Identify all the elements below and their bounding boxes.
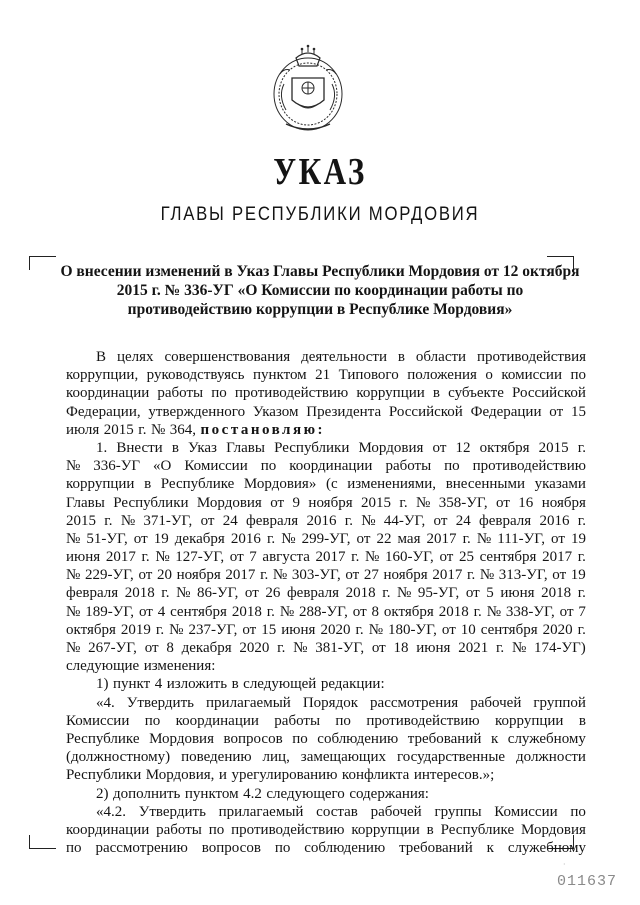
heading-line: О внесении изменений в Указ Главы Республики Мордовия от 12 октября: [60, 263, 580, 280]
decree-title: УКАЗ: [273, 151, 367, 193]
body-line: коррупции, руководствуясь пунктом 21 Типового положения о комиссии по: [66, 367, 586, 384]
body-line: следующие изменения:: [66, 658, 216, 675]
body-line: № 267-УГ, от 8 декабря 2020 г. № 381-УГ, от 18 июня 2021 г. № 174-УГ): [66, 640, 586, 656]
body-line: Республике Мордовия вопросов по соблюдению требований к служебному: [66, 730, 586, 747]
body-line: В целях совершенствования деятельности в области противодействия: [96, 349, 586, 365]
scan-mark: ·: [563, 860, 566, 869]
heading-line: 2015 г. № 336-УГ «О Комиссии по координации работы по: [116, 282, 524, 299]
decree-keyword: постановляю:: [200, 421, 326, 438]
body-line: 2) дополнить пунктом 4.2 следующего содержания:: [96, 785, 429, 802]
body-line: июня 2017 г. № 127-УГ, от 7 августа 2017 г. № 160-УГ, от 25 сентября 2017 г.: [66, 549, 586, 566]
body-line: № 189-УГ, от 4 сентября 2018 г. № 288-УГ, от 8 октября 2018 г. № 338-УГ, от 7: [66, 603, 586, 620]
coat-of-arms-emblem: [262, 44, 354, 136]
body-line: координации работы по противодействию коррупции в субъекте Российской: [66, 385, 586, 402]
document-number: 011637: [557, 873, 618, 890]
issuer-subtitle: ГЛАВЫ РЕСПУБЛИКИ МОРДОВИЯ: [160, 204, 480, 225]
body-line: координации работы по противодействию коррупции в Республике Мордовия: [66, 821, 586, 838]
body-line: октября 2019 г. № 237-УГ, от 15 июня 2020 г. № 180-УГ, от 10 сентября 2020 г.: [66, 621, 586, 638]
body-line: 1. Внести в Указ Главы Республики Мордовия от 12 октября 2015 г.: [96, 439, 586, 456]
decree-body: [66, 348, 586, 857]
body-line: февраля 2018 г. № 86-УГ, от 26 февраля 2018 г. № 95-УГ, от 5 июня 2018 г.: [66, 585, 586, 602]
heading-line: противодействию коррупции в Республике Мордовия»: [127, 301, 513, 318]
body-line: 2015 г. № 371-УГ, от 24 февраля 2016 г. № 44-УГ, от 24 февраля 2016 г.: [66, 512, 586, 529]
body-line: (должностному) поведению лиц, замещающих государственные должности: [66, 749, 586, 766]
decree-heading: [60, 262, 580, 319]
body-line: Федерации, утвержденного Указом Президента Российской Федерации от 15: [66, 403, 586, 420]
heading-bracket-top-left: [29, 256, 56, 270]
body-bracket-bottom-left: [29, 835, 56, 849]
body-line: 1) пункт 4 изложить в следующей редакции:: [96, 676, 385, 693]
body-line: по рассмотрению вопросов по соблюдению требований к служебному: [66, 840, 586, 857]
body-line: «4.2. Утвердить прилагаемый состав рабочей группы Комиссии по: [96, 803, 586, 820]
body-line: Комиссии по координации работы по противодействию коррупции в: [66, 712, 586, 729]
body-line: № 51-УГ, от 19 декабря 2016 г. № 299-УГ, от 22 мая 2017 г. № 111-УГ, от 19: [66, 530, 586, 547]
body-line: № 336-УГ «О Комиссии по координации работы по противодействию: [66, 458, 586, 475]
body-line: Главы Республики Мордовия от 9 ноября 2015 г. № 358-УГ, от 16 ноября: [66, 494, 586, 511]
body-line: «4. Утвердить прилагаемый Порядок рассмотрения рабочей группой: [96, 694, 586, 711]
body-line: № 229-УГ, от 20 ноября 2017 г. № 303-УГ, от 27 ноября 2017 г. № 313-УГ, от 19: [66, 567, 586, 584]
body-line: Республики Мордовия, и урегулированию конфликта интересов.»;: [66, 767, 495, 784]
body-line: июля 2015 г. № 364, постановляю:: [66, 421, 326, 438]
body-line: коррупции в Республике Мордовия» (с изменениями, внесенными указами: [66, 476, 586, 493]
